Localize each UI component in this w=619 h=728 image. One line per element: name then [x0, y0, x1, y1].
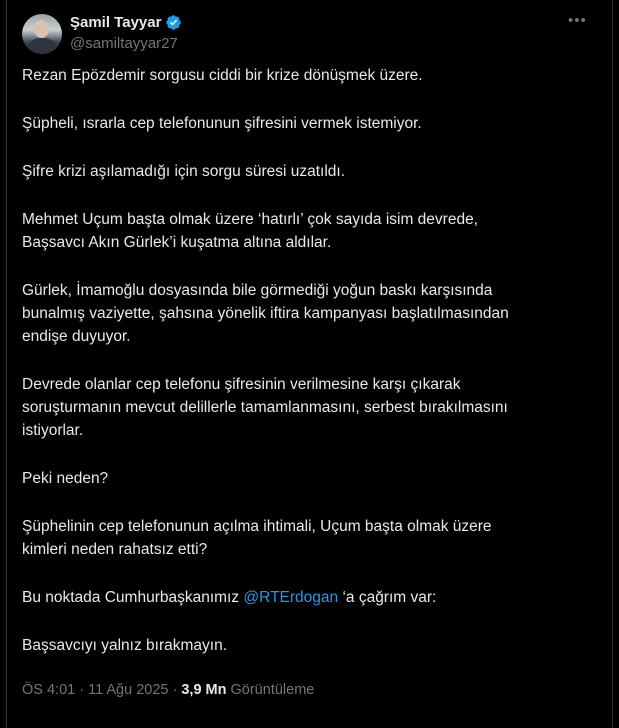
text-line: Şifre krizi aşılamadığı için sorgu süresi uzatıldı. — [22, 163, 346, 180]
author-handle[interactable]: @samiltayyar27 — [70, 35, 178, 52]
text-line: bunalmış vaziyette, şahsına yönelik iftira kampanyası başlatılmasından — [22, 305, 509, 322]
tweet-paragraph — [22, 112, 602, 135]
tweet-paragraph — [22, 515, 602, 561]
text-line: Mehmet Uçum başta olmak üzere ‘hatırlı’ çok sayıda isim devrede, — [22, 211, 478, 228]
text-line: Devrede olanlar cep telefonu şifresinin verilmesine karşı çıkarak — [22, 376, 461, 393]
text-line: Şüpheli, ısrarla cep telefonunun şifresini vermek istemiyor. — [22, 115, 422, 132]
tweet-paragraph — [22, 373, 602, 442]
mention-link[interactable]: @RTErdogan — [243, 589, 339, 606]
tweet-text — [22, 64, 602, 682]
more-horizontal-icon[interactable]: ••• — [568, 12, 587, 29]
tweet-paragraph — [22, 208, 602, 254]
tweet-time[interactable]: ÖS 4:01 — [22, 682, 76, 698]
text-line: Şüphelinin cep telefonunun açılma ihtimali, Uçum başta olmak üzere — [22, 518, 492, 535]
text-line: soruşturmanın mevcut delillerle tamamlanmasını, serbest bırakılmasını — [22, 399, 508, 416]
tweet-paragraph — [22, 279, 602, 348]
tweet-paragraph: Başsavcıyı yalnız bırakmayın. — [22, 637, 228, 654]
author-name-row[interactable] — [70, 14, 182, 31]
tweet-date[interactable]: 11 Ağu 2025 — [88, 682, 169, 698]
text-line: Başsavcı Akın Gürlek’i kuşatma altına aldılar. — [22, 234, 332, 251]
tweet-paragraph — [22, 160, 602, 183]
author-name[interactable]: Şamil Tayyar — [70, 14, 162, 31]
tweet-paragraph — [22, 467, 602, 490]
text-line: Peki neden? — [22, 470, 109, 487]
views-label: Görüntüleme — [226, 682, 315, 698]
text-line: Rezan Epözdemir sorgusu ciddi bir krize dönüşmek üzere. — [22, 67, 423, 84]
text-line: endişe duyuyor. — [22, 328, 131, 345]
tweet-meta: ÖS 4:01 · 11 Ağu 2025 · 3,9 Mn Görüntüleme — [22, 682, 315, 698]
text-line: Gürlek, İmamoğlu dosyasında bile görmediği yoğun baskı karşısında — [22, 282, 493, 299]
avatar[interactable] — [22, 14, 62, 54]
tweet-paragraph — [22, 64, 602, 87]
tweet-paragraph: Bu noktada Cumhurbaşkanımız @RTErdogan ‘a çağrım var: — [22, 589, 437, 606]
text-line: kimleri neden rahatsız etti? — [22, 541, 208, 558]
text-line: istiyorlar. — [22, 422, 84, 439]
verified-badge-icon — [165, 14, 182, 31]
view-count: 3,9 Mn — [181, 682, 227, 698]
